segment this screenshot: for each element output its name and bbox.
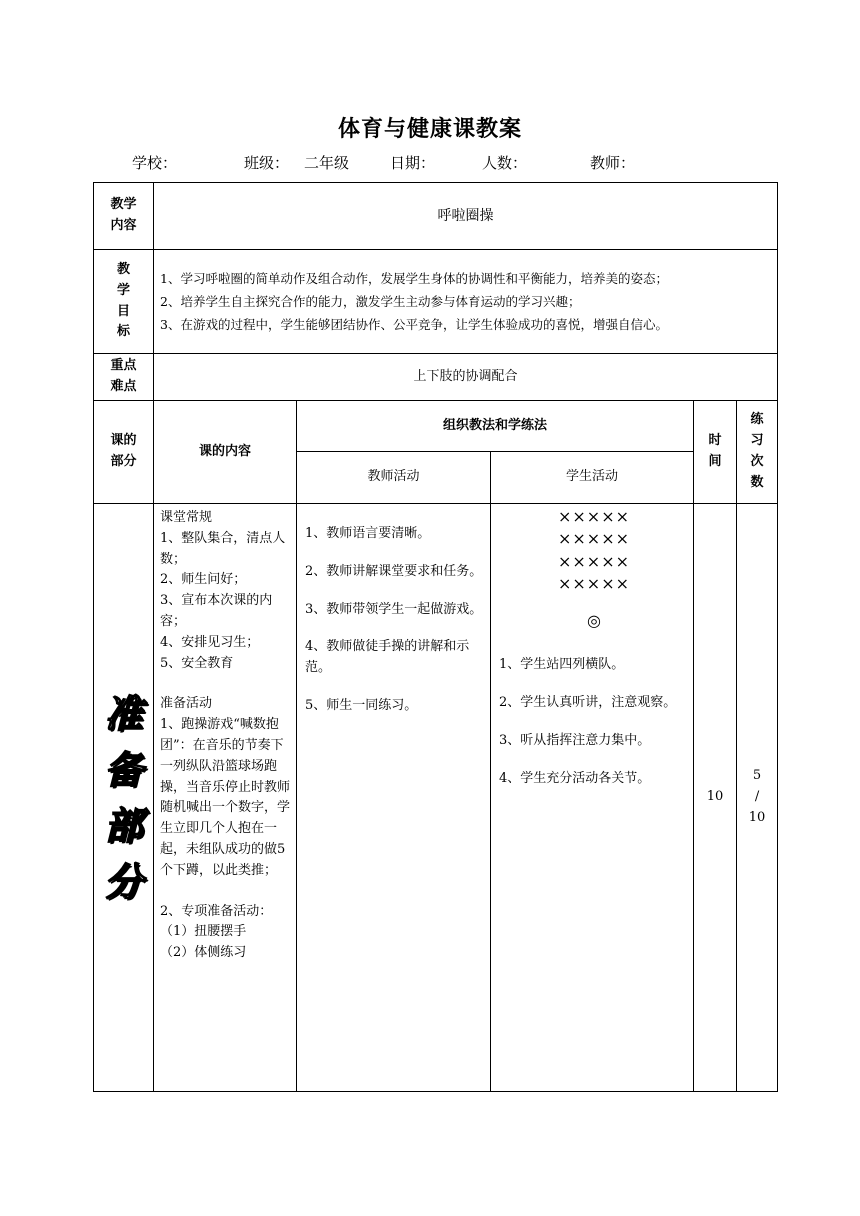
teacher-step: 2、教师讲解课堂要求和任务。: [305, 563, 483, 579]
header-content: 课的内容: [154, 401, 297, 504]
content-line: 1、整队集合，清点人数；: [160, 530, 286, 567]
content-line: （1）扭腰摆手: [160, 924, 247, 940]
count-label: 人数：: [482, 154, 528, 172]
preparation-time: 10: [694, 504, 737, 1092]
header-reps: 练 习 次 数: [737, 401, 778, 504]
row-key-points: [94, 354, 778, 401]
meta-line: [0, 152, 860, 174]
row-preparation: [94, 504, 778, 1092]
content-line: 准备活动: [160, 696, 213, 712]
content-line: 2、师生问好；: [160, 572, 247, 588]
class-label: 班级：: [244, 154, 290, 172]
lesson-plan-table: [93, 182, 778, 1092]
document-title: 体育与健康课教案: [337, 116, 522, 142]
goal-item: 1、学习呼啦圈的简单动作及组合动作，发展学生身体的协调性和平衡能力，培养美的姿态；: [160, 270, 668, 286]
student-step: 2、学生认真听讲，注意观察。: [499, 694, 677, 710]
student-step: 4、学生充分活动各关节。: [499, 770, 651, 786]
school-label: 学校：: [132, 154, 178, 172]
formation-row: ×××××: [557, 507, 631, 526]
preparation-student-activity: [491, 504, 694, 1092]
goal-item: 2、培养学生自主探究合作的能力，激发学生主动参与体育运动的学习兴趣；: [160, 293, 581, 309]
formation-row: ×××××: [557, 551, 631, 571]
preparation-content: [154, 504, 297, 1092]
teaching-content-value: 呼啦圈操: [154, 183, 778, 250]
header-student-activity: 学生活动: [491, 452, 694, 504]
key-points-value: 上下肢的协调配合: [154, 354, 778, 401]
formation-diagram: [499, 506, 689, 596]
header-part: 课的 部分: [94, 401, 154, 504]
content-line: [160, 882, 290, 902]
student-step: 3、听从指挥注意力集中。: [499, 732, 651, 748]
content-line: 课堂常规: [160, 510, 213, 525]
teaching-goals-list: [154, 250, 778, 354]
preparation-part-label: 准 备 部 分: [94, 504, 154, 1092]
content-line: 1、跑操游戏“喊数抱团”：在音乐的节奏下一列纵队沿篮球场跑操，当音乐停止时教师随机喊出一个数字，学生立即几个人抱在一起，未组队成功的做5个下蹲，以此类推；: [160, 717, 291, 878]
key-points-label: 重点 难点: [94, 354, 154, 401]
header-method: 组织教法和学练法: [297, 401, 694, 452]
teacher-label: 教师：: [590, 154, 636, 172]
teaching-goals-label: 教 学 目 标: [94, 250, 154, 354]
teacher-step: 1、教师语言要清晰。: [305, 526, 431, 541]
teacher-step: 4、教师做徒手操的讲解和示范。: [305, 639, 470, 676]
preparation-reps: 5 / 10: [737, 504, 778, 1092]
teaching-content-label: 教学 内容: [94, 183, 154, 250]
row-column-header: [94, 401, 778, 452]
teacher-position-mark: ◎: [587, 610, 601, 630]
formation-row: ×××××: [557, 574, 631, 594]
header-time: 时 间: [694, 401, 737, 504]
teacher-step: 3、教师带领学生一起做游戏。: [305, 601, 483, 617]
content-line: 2、专项准备活动：: [160, 903, 273, 919]
goal-item: 3、在游戏的过程中，学生能够团结协作、公平竞争，让学生体验成功的喜悦，增强自信心。: [160, 317, 668, 333]
content-line: 5、安全教育: [160, 655, 234, 671]
row-teaching-goals: [94, 250, 778, 354]
content-line: [160, 674, 290, 694]
date-label: 日期：: [390, 154, 436, 172]
content-line: （2）体侧练习: [160, 945, 247, 961]
preparation-teacher-activity: [297, 504, 491, 1092]
student-step: 1、学生站四列横队。: [499, 657, 625, 673]
class-value: 二年级: [304, 154, 350, 172]
row-teaching-content: [94, 183, 778, 250]
content-line: 4、安排见习生；: [160, 634, 260, 650]
header-teacher-activity: 教师活动: [297, 452, 491, 504]
formation-row: ×××××: [557, 529, 631, 549]
content-line: 3、宣布本次课的内容；: [160, 593, 273, 629]
teacher-step: 5、师生一同练习。: [305, 697, 418, 713]
